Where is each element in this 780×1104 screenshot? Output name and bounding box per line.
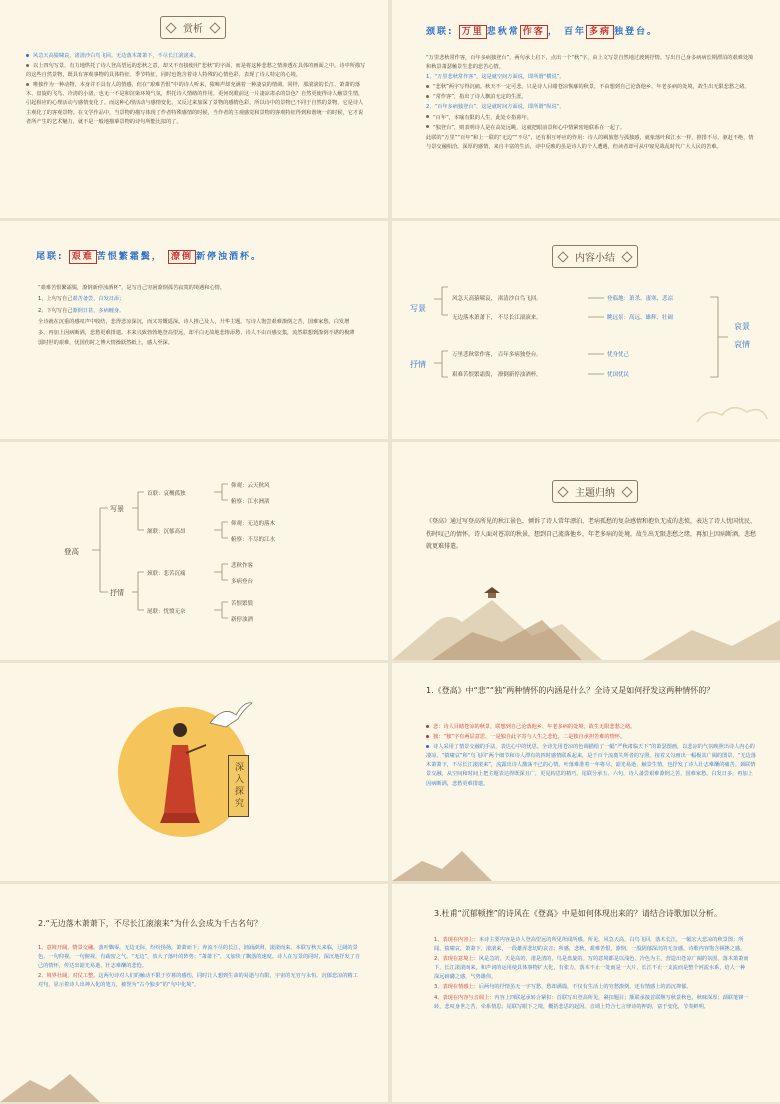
couplet-text: 独登台 — [614, 27, 648, 37]
structure-lines — [0, 442, 388, 660]
analysis-paragraph: 全诗就在沉重的感叹声中收结，悲得悲凉深沉，而又寄慨遥深。诗人推己及人，升华主题。写诗人饱尝艰难潦倒之苦，国难家愁，白发增多，再加上因病断酒，悲愁更难排遣。本来兴致勃勃地登高望远，却平白无故地悲惨添愁，诗人不由百感交集，流然联想到潦倒不堪的极薄弱时世的艰难，忧国伤时之博大情操跃然纸上，感人至深。 — [38, 319, 355, 347]
slide-question-3[interactable] — [392, 884, 780, 1102]
poem-line: 艰难苦恨繁霜鬓， 潦倒新停浊酒杯。 — [452, 372, 542, 378]
slide-deep-exploration[interactable] — [0, 663, 388, 881]
bullet-icon — [426, 125, 429, 128]
question-title: 3.杜甫“沉郁顿挫”的诗风在《登高》中是如何体现出来的？请结合诗歌加以分析。 — [434, 909, 722, 918]
poem-line: 无边落木萧萧下， 不尽长江滚滚来。 — [452, 315, 542, 321]
analysis-paragraph: 此联的“万里”“百年”和上一联的“无边”“不尽”，还有相互呼应的作用：诗人的羁旅愁与孤独感，就象落叶和江水一样，推排不尽，驱赶不绝，情与景交融相洽。深厚的感情，来自丰富的生活，诗中反映的虽是诗人的个人遭遇，但读者却可从中窥见战乱时代广大人民的苦难。 — [426, 134, 754, 150]
summary-conclusion: 哀景 — [734, 322, 750, 331]
tree-branch-emotion: 抒情 — [110, 589, 124, 597]
analysis-paragraph: “艰难苦恨繁霜鬓，潦倒新停浊酒杯”，是写自己穷困潦倒孤苦寂寞的境遇和心情。 — [38, 285, 225, 291]
couplet-text: 苦恨繁霜鬓 — [96, 252, 152, 262]
slide-title: 赏析 — [160, 16, 226, 39]
mountain-icon — [392, 580, 780, 660]
section-seal: 深入探究 — [228, 755, 249, 817]
slide-question-2[interactable] — [0, 884, 388, 1102]
couplet-label: 颈联: — [426, 27, 454, 37]
question-title: 2.“无边落木萧萧下，不尽长江滚滚来”为什么会成为千古名句？ — [38, 919, 262, 928]
tree-leaf: 新停浊酒 — [231, 617, 254, 623]
analysis-paragraph: “万里悲秋常作客，百年多病独登台”，两句承上启下，点出一个“秋”字，由上文写景自然地过渡到抒情。写出自己身多病病长期漂泊的艰难处境和秋景萧瑟触景生悲的悲苦心情。 — [426, 55, 754, 71]
appreciation-item-3: 唯独作为一种动物，本身并不具有人的情感，但在“艰难苦恨”中的诗人听来，猿啼声却充满着一种凄哀的情调。同样，那滚滚的长江、萧萧的落木、盘旋的飞鸟、冷清的小渚，也无一不是和渲染环境气氛，烘托诗人情绪的作用。更何况眼前这一片凄凉肃杀的景色？自然更使得诗人触景生情，引起相应的心理活动与感情变化了。而这种心理活动与感情变化，又反过来加深了景物的感情色彩。所以诗中的景物已不同于自然的景物，它是诗人主观化了的客观景物。在文学作品中，当景物的描写体现了作者特殊感情的时候，当作者的主观感觉和景物的客观特征得到和谐统一的时候，它才说者所产生的艺术魅力，就不是一般地描摹景物的诗句所能比拟的了。 — [26, 82, 364, 125]
bullet-icon — [426, 95, 429, 98]
mountain-icon — [0, 1062, 120, 1102]
cloud-icon — [692, 397, 772, 427]
group-emotion: 抒情 — [410, 360, 426, 369]
slide-structure-tree[interactable] — [0, 442, 388, 660]
group-scenery: 写景 — [410, 304, 426, 313]
appreciation-item-2: 以上四句写景，有力地烘托了诗人登高望远的悲秋之意，却又不直接使用“悲秋”的字面，而是将这种悲愁之情渗透在具体的画面之中。诗中所描写的这些自然景物，既具有客观事物的具体特征、季节特征，同时也饱含着诗人特殊的心情色彩，表现了诗人特定的心境。 — [26, 63, 366, 79]
couplet-text: 。 — [250, 252, 262, 262]
tree-node: 颈联：悲苦沉痛 — [147, 571, 186, 577]
answer-3 — [434, 936, 750, 1013]
slide-tail-couplet[interactable] — [0, 221, 388, 439]
mountain-icon — [392, 841, 512, 881]
key-word: 万里 — [459, 25, 487, 39]
slide-question-1[interactable] — [392, 663, 780, 881]
answer-item: 4、表现在内容与音调上：内容上四联起承转合紧扣：首联写出登高所见，紧扣题目；颔联承接首联继写秋景秋色，秋味深厚；颈联笔锋一转，悲叹身世之苦，牵系情思；尾联写眼下之境，概括悲思的起因。音调上符合七言律诗的押韵，富于变化，节奏鲜明。 — [434, 994, 749, 1010]
answer-item: 1、表现在内容上：本诗主要内容是诗人登高望远的所见所闻所感。所见，风急天高，白鸟飞回，落木长江，一幅宏大悲凉的秋景图；所闻，猿啸哀，萧萧下，滚滚来，一段雄浑悲切的哀音；所感，悲秋，艰难苦恨，潦倒，一股阴郁深沉的无奈感。诗歌内容饱含顿挫之感。 — [434, 937, 746, 953]
couplet-text: ， — [547, 27, 559, 37]
tree-branch-scenery: 写景 — [110, 505, 124, 513]
bullet-icon — [426, 85, 429, 88]
answer-item: 诗人采用了情景交融的手法，表达心中的忧思。全诗先用苍凉的色调描绘了一幅“严秋肃临天下”的萧瑟图画，以悲凉的气氛映照出诗人内心的凄凉。“猿啸哀”和“鸟飞回”两个细节和诗人漂有的四时感情联系起来，是千百个流离失所者的写照。接着又勾画出一幅极其广阔的图景，“无边落木萧萧下，不尽长江滚滚来”，流露出诗人激荡不已的心情。叶落难准着一年将尽，韶光易逝，触景生情，也抒发了诗人壮志难酬的痛苦。颈联情景交融，从空间和时间上把主题表达得既深且广，更见构思的精巧。尾联分承五、六句，诗人备尝艰难潦倒之苦，国难家愁，白发日多，再加上因病断酒，悲愁更难排遣。 — [426, 744, 756, 787]
answer-item: 3、表现在情感上：后两句的抒情虽无一字写愁，愁却满篇，不仅有生活上的穷愁潦倒，还有情感上的消沉抑郁。 — [434, 984, 692, 991]
tree-node: 首联：哀概孤独 — [147, 491, 186, 497]
couplet-text: 新停浊酒杯 — [195, 252, 251, 262]
answer-item: 2、表现在意境上：风是急的，天是高的，渚是清的，鸟是盘旋的。写的意境都是以浅色、冷色为主，营造出苍凉广阔的氛围。落木萧萧而下，长江滚滚而来，和声词的运用使具体事物扩大化，有张力，落木不止一处而是一大片，长江不止一支流而是整个河流水系，给人一种深远磅礴之感，气势雄伟。 — [434, 956, 749, 981]
slide-title: 主题归纳 — [552, 480, 638, 503]
poem-line: 万里悲秋常作客， 百年多病独登台。 — [452, 352, 542, 358]
analysis-point: 1、“万里悲秋常作客”，这是就空间方面说，即所谓“横说”。 — [426, 74, 565, 81]
crane-icon — [206, 697, 254, 733]
tree-leaf: 仰观：云天秋风 — [231, 483, 270, 489]
tree-node: 颔联：沉郁高昂 — [147, 529, 186, 535]
bullet-icon — [426, 725, 429, 728]
bullet-icon — [426, 745, 429, 748]
slide-theme[interactable] — [392, 442, 780, 660]
theme-text: 《登高》通过写登高所见的秋江景色，倾诉了诗人常年漂泊、老病孤愁的复杂感情和抱负无成的悲愤，表达了诗人忧国忧民、伤时叹己的情怀。诗人面对苍凉的秋景，想到自己流落他乡，年老多病的处境，故生出无限悲愁之绪，再加上因病断酒，悲愁就更难排遣。 — [426, 518, 757, 551]
poet-figure-icon — [140, 723, 220, 833]
couplet-text: ， — [151, 252, 163, 262]
answer-1 — [426, 723, 756, 790]
tree-root: 登高 — [64, 547, 79, 556]
couplet-label: 尾联: — [36, 252, 64, 262]
couplet-text: 常 — [508, 27, 520, 37]
tree-leaf: 多病登台 — [231, 579, 254, 585]
analysis-bullet: “百年”，本喻有限的人生，此处专指暮年。 — [426, 114, 756, 123]
key-word: 多病 — [586, 25, 614, 39]
tree-leaf: 仰观：无边的落木 — [231, 521, 276, 527]
key-word: 作客 — [520, 25, 548, 39]
summary-branch: 忧国忧民 — [607, 372, 630, 378]
summary-conclusion: 哀情 — [734, 340, 750, 349]
slide-appreciation[interactable] — [0, 0, 388, 218]
question-title: 1.《登高》中“悲”“独”两种情怀的内涵是什么？全诗又是如何抒发这两种情怀的？ — [426, 686, 715, 695]
analysis-bullet: “常作客”，指出了诗人飘泊无定的生涯。 — [426, 93, 756, 102]
couplet-text: 百年 — [563, 27, 586, 37]
tree-leaf: 俯察：江水洲渚 — [231, 499, 270, 505]
tree-leaf: 苦恨繁鬓 — [231, 601, 254, 607]
bullet-icon — [26, 54, 29, 57]
summary-branch: 忧身忧己 — [607, 352, 630, 358]
key-word: 潦倒 — [168, 250, 196, 264]
key-word: 艰难 — [69, 250, 97, 264]
bullet-icon — [26, 83, 29, 86]
poem-line: 风急天高猿啸哀， 渚清沙白鸟飞回。 — [452, 296, 542, 302]
tail-analysis — [38, 283, 358, 349]
summary-branch: 登临地：萧杀、凄寒、悲凉 — [607, 296, 674, 302]
analysis-point: 2、“百年多病独登台”，这是就时间方面说，即所谓“纵说”。 — [426, 104, 565, 111]
answer-item: 1、意境开阔，情景交融。落叶飘零，无边无际，纷纷扬扬，萧萧而下；奔流不尽的长江，汹涌澎湃，滚滚而来。本联写秋天来临，辽阔的景色，一句仰视，一句俯视，有疏密之气。“无边”，放大了落叶的阵势；“萧萧下”，又加快了飘落的速度。诗人在写景的同时，深沉地抒发了自己的情怀，传达出韶光易逝、壮志难酬的悲怆。 — [38, 945, 361, 970]
neck-analysis — [426, 54, 756, 153]
bullet-icon — [426, 115, 429, 118]
tree-leaf: 悲秋作客 — [231, 563, 254, 569]
couplet-line — [36, 249, 262, 262]
bullet-icon — [26, 64, 29, 67]
analysis-bullet: “悲秋”两字写得沉痛。秋天不一定可悲，只是诗人目睹苍凉恢廓的秋景，不由想到自己沦落他乡、年老多病的处境，故生出无限悲愁之绪。 — [426, 83, 756, 92]
summary-branch: 眺远景：高远、雄辉、壮阔 — [607, 315, 674, 321]
tree-leaf: 俯察：不尽的江水 — [231, 537, 276, 543]
bullet-icon — [426, 735, 429, 738]
answer-item: 2、境界壮阔，对仗工整。这两句诗对人们的触动不限于岁暮的感伤，同时让人想到生命的易逝与有限，宇宙的无穷与永恒。沉郁悲凉的精工对句，显示着诗人出神入化的笔力，被誉为“古今独步”的“句中化境”。 — [38, 973, 358, 989]
couplet-text: 。 — [647, 27, 659, 37]
analysis-point: 1、上句写自己艰苦备尝，白发日添； — [38, 296, 125, 303]
slide-content-summary[interactable] — [392, 221, 780, 439]
slide-title: 内容小结 — [552, 245, 638, 268]
analysis-point: 2、下句写自己潦倒日甚，多病缠身。 — [38, 307, 125, 314]
slide-neck-couplet[interactable] — [392, 0, 780, 218]
analysis-bullet: “独登台”，则表明诗人是在高处远眺，这就把眼前景和心中情紧密地联系在一起了。 — [426, 124, 756, 133]
answer-2 — [38, 944, 360, 991]
tree-node: 尾联：忧愤无奈 — [147, 609, 186, 615]
answer-item: 独：“独”字有两层意思，一是独自此字寄与人生之悲怆，二是独自承担苦难的情怀。 — [426, 733, 756, 742]
answer-item: 悲：诗人目睹苍凉的秋景，联想到自己沦落他乡、年老多病的处境，故生无限悲愁之绪。 — [426, 723, 756, 732]
couplet-text: 悲秋 — [486, 27, 509, 37]
appreciation-text — [26, 52, 366, 128]
couplet-line — [426, 24, 658, 37]
appreciation-item-1: 风急天高猿啸哀，渚清沙白鸟飞回。无边落木萧萧下，不尽长江滚滚来。 — [26, 52, 366, 61]
